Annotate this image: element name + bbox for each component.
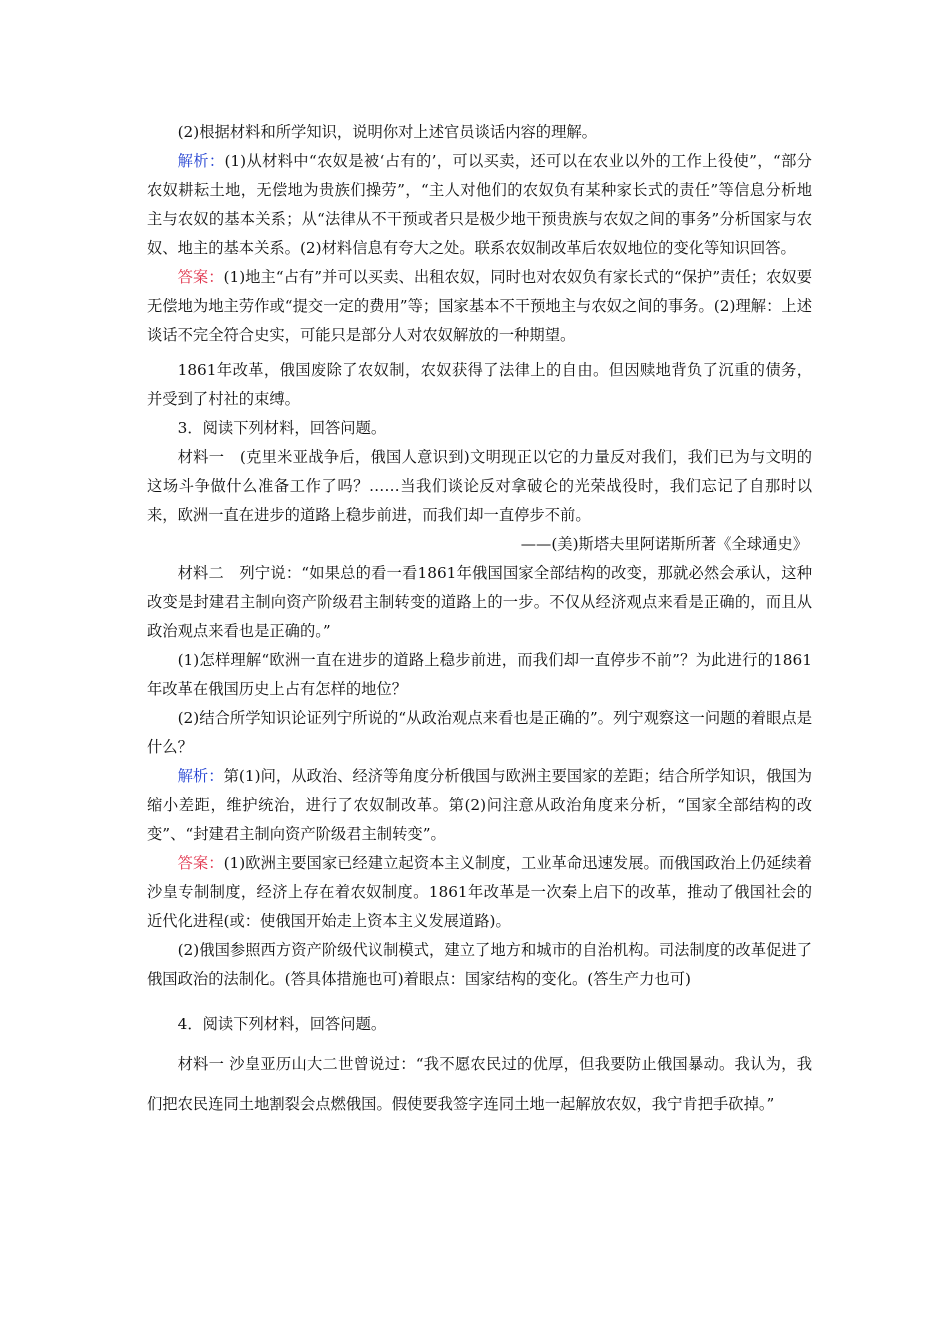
- q2-summary: 1861年改革，俄国废除了农奴制，农奴获得了法律上的自由。但因赎地背负了沉重的债务，并受到了村社的束缚。: [147, 361, 812, 408]
- q3-answer-text-1: (1)欧洲主要国家已经建立起资本主义制度，工业革命迅速发展。而俄国政治上仍延续着沙皇专制制度，经济上存在着农奴制度。1861年改革是一次秦上启下的改革，推动了俄国社会的近代化进程(或：使俄国开始走上资本主义发展道路)。: [147, 854, 812, 930]
- q2-answer-text: (1)地主“占有”并可以买卖、出租农奴，同时也对农奴负有家长式的“保护”责任；农奴要无偿地为地主劳作或“提交一定的费用”等；国家基本不干预地主与农奴之间的事务。(2)理解：上述谈话不完全符合史实，可能只是部分人对农奴解放的一种期望。: [147, 268, 812, 344]
- q2-analysis: [147, 147, 812, 263]
- q3-analysis-text: 第(1)问，从政治、经济等角度分析俄国与欧洲主要国家的差距；结合所学知识，俄国为缩小差距，维护统治，进行了农奴制改革。第(2)问注意从政治角度来分析，“国家全部结构的改变”、“封建君主制向资产阶级君主制转变”。: [147, 767, 812, 843]
- q3-title: 3．阅读下列材料，回答问题。: [177, 419, 387, 437]
- q4-title: 4．阅读下列材料，回答问题。: [177, 1015, 387, 1033]
- answer-label: 答案：: [177, 268, 224, 286]
- analysis-label: 解析：: [177, 767, 224, 785]
- q3-analysis: [147, 762, 812, 849]
- q2-sub-question-2: (2)根据材料和所学知识，说明你对上述官员谈话内容的理解。: [177, 123, 597, 141]
- q3-material-1-source: ——(美)斯塔夫里阿诺斯所著《全球通史》: [520, 535, 808, 553]
- q3-answer: [147, 849, 812, 936]
- answer-label: 答案：: [177, 854, 224, 872]
- q3-sub-question-2: (2)结合所学知识论证列宁所说的“从政治观点来看也是正确的”。列宁观察这一问题的着眼点是什么？: [147, 709, 812, 756]
- q2-analysis-text: (1)从材料中“农奴是被‘占有的’，可以买卖，还可以在农业以外的工作上役使”，“部分农奴耕耘土地，无偿地为贵族们操劳”，“主人对他们的农奴负有某种家长式的责任”等信息分析地主与农奴的基本关系；从“法律从不干预或者只是极少地干预贵族与农奴之间的事务”分析国家与农奴、地主的基本关系。(2)材料信息有夸大之处。联系农奴制改革后农奴地位的变化等知识回答。: [147, 152, 812, 257]
- q3-material-2: 材料二 列宁说：“如果总的看一看1861年俄国国家全部结构的改变，那就必然会承认，这种改变是封建君主制向资产阶级君主制转变的道路上的一步。不仅从经济观点来看是正确的，而且从政治观点来看也是正确的。”: [147, 564, 812, 640]
- document-page: [147, 118, 812, 1124]
- analysis-label: 解析：: [177, 152, 225, 170]
- q3-sub-question-1: (1)怎样理解“欧洲一直在进步的道路上稳步前进，而我们却一直停步不前”？为此进行的1861年改革在俄国历史上占有怎样的地位？: [147, 651, 812, 698]
- q3-material-1: 材料一 (克里米亚战争后，俄国人意识到)文明现正以它的力量反对我们，我们已为与文明的这场斗争做什么准备工作了吗？……当我们谈论反对拿破仑的光荣战役时，我们忘记了自那时以来，欧洲一直在进步的道路上稳步前进，而我们却一直停步不前。: [147, 448, 812, 524]
- q2-answer: [147, 263, 812, 350]
- q4-material-1: 材料一 沙皇亚历山大二世曾说过：“我不愿农民过的优厚，但我要防止俄国暴动。我认为，我们把农民连同土地割裂会点燃俄国。假使要我签字连同土地一起解放农奴，我宁肯把手砍掉。”: [147, 1055, 812, 1113]
- q3-answer-part-2: (2)俄国参照西方资产阶级代议制模式，建立了地方和城市的自治机构。司法制度的改革促进了俄国政治的法制化。(答具体措施也可)着眼点：国家结构的变化。(答生产力也可): [147, 941, 812, 988]
